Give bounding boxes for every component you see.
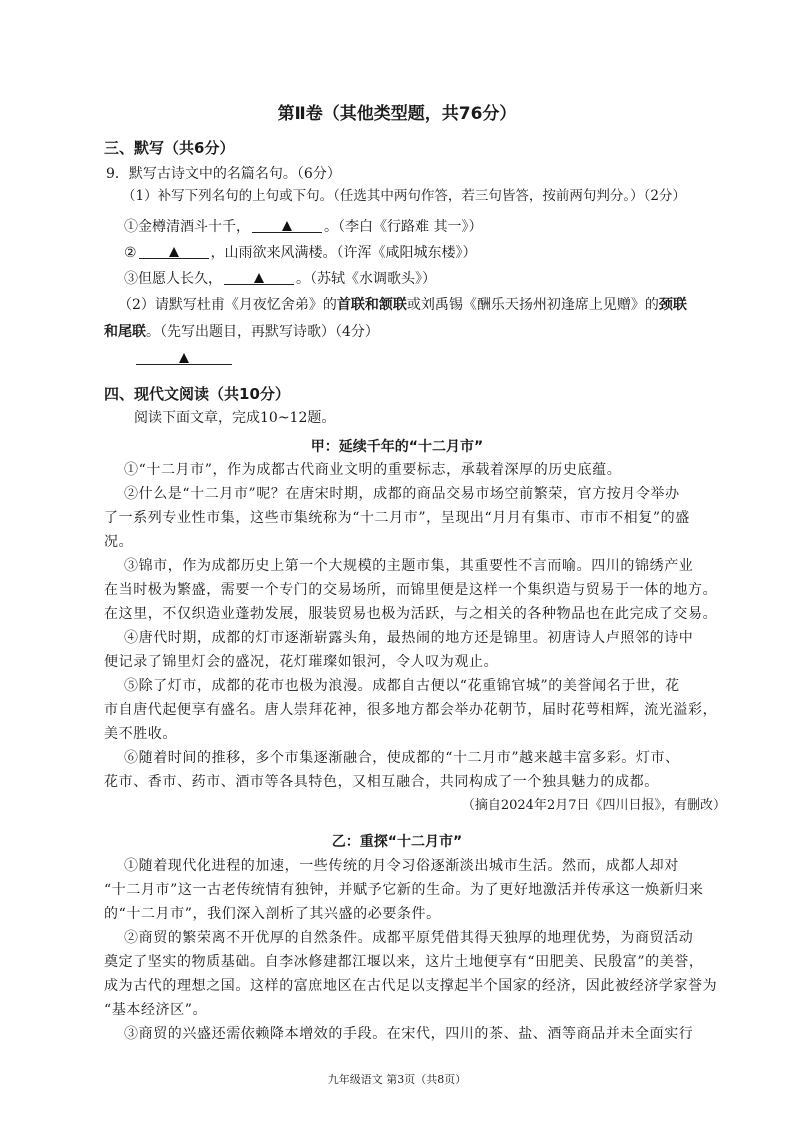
jia-line: 在这里，不仅织造业蓬勃发展，服装贸易也极为活跃，与之相关的各种物品也在此完成了交易。 [104, 606, 718, 622]
triangle-marker-icon [179, 353, 189, 363]
yi-line: ②商贸的繁荣离不开优厚的自然条件。成都平原凭借其得天独厚的地理优势，为商贸活动 [124, 930, 694, 946]
jia-line: 了一系列专业性市集，这些市集统称为“十二月市”，呈现出“月月有集市、市市不相复”的盛 [104, 510, 690, 526]
jia-source: （摘自2024年2月7日《四川日报》，有删改） [461, 798, 726, 813]
jia-line: 花市、香市、药市、酒市等各具特色，又相互融合，共同构成了一个独具魅力的成都。 [104, 774, 659, 790]
yi-line: 的“十二月市”，我们深入剖析了其兴盛的必要条件。 [104, 906, 441, 922]
jia-line: 美不胜收。 [104, 726, 177, 742]
passage-yi-title: 乙：重探“十二月市” [331, 834, 463, 850]
reading-intro: 阅读下面文章，完成10~12题。 [134, 410, 336, 426]
question-9: 9．默写古诗文中的名篇名句。（6分） [106, 166, 341, 182]
part-2-keyword-1: 首联和颔联 [336, 297, 407, 313]
part-2-line-2 [104, 322, 379, 342]
section-4-heading: 四、现代文阅读（共10分） [104, 385, 290, 403]
answer-blank-3[interactable] [224, 268, 294, 285]
jia-line: ⑥随着时间的推移，多个市集逐渐融合，使成都的“十二月市”越来越丰富多彩。灯市、 [124, 750, 680, 766]
jia-line: ②什么是“十二月市”呢？在唐宋时期，成都的商品交易市场空前繁荣，官方按月令举办 [124, 486, 680, 502]
yi-line: 奠定了坚实的物质基础。自李冰修建都江堰以来，这片土地便享有“田肥美、民殷富”的美誉， [104, 954, 704, 970]
poem-answer-line [134, 348, 234, 369]
jia-line: 况。 [104, 534, 134, 550]
jia-line: 在当时极为繁盛，需要一个专门的交易场所，而锦里便是这样一个集织造与贸易于一体的地方。 [104, 582, 718, 598]
jia-line: ③锦市，作为成都历史上第一个大规模的主题市集，其重要性不言而喻。四川的锦绣产业 [124, 558, 694, 574]
part-2-line-1 [118, 295, 687, 315]
page-footer: 九年级语文 第3页（共8页） [327, 1073, 467, 1086]
page-title: 第Ⅱ卷（其他类型题，共76分） [277, 104, 517, 124]
part-2-text-a: （2）请默写杜甫《月夜忆舍弟》的 [118, 297, 337, 313]
yi-line: “基本经济区”。 [104, 1002, 208, 1018]
fill-item-2-post: ，山雨欲来风满楼。（许浑《咸阳城东楼》） [210, 245, 477, 261]
jia-line: 市自唐代起便享有盛名。唐人崇拜花神，很多地方都会举办花朝节，届时花萼相辉，流光溢彩， [104, 702, 718, 718]
answer-blank-1[interactable] [252, 216, 322, 233]
fill-item-1-post: 。（李白《行路难 其一》） [324, 219, 483, 235]
fill-item-3-pre: ③但愿人长久， [124, 271, 222, 287]
fill-item-1 [124, 216, 482, 237]
fill-item-1-pre: ①金樽清酒斗十千， [124, 219, 250, 235]
yi-line: ①随着现代化进程的加速，一些传统的月令习俗逐渐淡出城市生活。然而，成都人却对 [124, 858, 679, 874]
yi-line: ③商贸的兴盛还需依赖降本增效的手段。在宋代，四川的茶、盐、酒等商品并未全面实行 [124, 1026, 694, 1042]
fill-item-3-post: 。（苏轼《水调歌头》） [296, 271, 436, 287]
part-1-instructions: （1）补写下列名句的上句或下句。（任选其中两句作答，若三句皆答，按前两句判分。）（2分） [122, 188, 686, 204]
part-2-text-c: 或刘禹锡《酬乐天扬州初逢席上见赠》的 [406, 297, 659, 313]
triangle-marker-icon [169, 247, 179, 257]
part-2-keyword-2: 颈联 [658, 297, 687, 313]
part-2-text-f: 。（先写出题目，再默写诗歌）（4分） [146, 324, 379, 340]
jia-line: ④唐代时期，成都的灯市逐渐崭露头角，最热闹的地方还是锦里。初唐诗人卢照邻的诗中 [124, 630, 694, 646]
jia-line: ⑤除了灯市，成都的花市也极为浪漫。成都自古便以“花重锦官城”的美誉闻名于世，花 [124, 678, 680, 694]
triangle-marker-icon [282, 221, 292, 231]
answer-blank-2[interactable] [139, 242, 209, 259]
passage-jia-title: 甲：延续千年的“十二月市” [310, 439, 484, 455]
part-2-keyword-3: 和尾联 [104, 324, 146, 340]
triangle-marker-icon [254, 273, 264, 283]
jia-line: 便记录了锦里灯会的盛况，花灯璀璨如银河，令人叹为观止。 [104, 654, 499, 670]
fill-item-3 [124, 268, 436, 289]
yi-line: 成为古代的理想之国。这样的富庶地区在古代足以支撑起半个国家的经济，因此被经济学家誉为 [104, 978, 718, 994]
jia-line: ①“十二月市”，作为成都古代商业文明的重要标志，承载着深厚的历史底蕴。 [124, 462, 622, 478]
fill-item-2-pre: ② [124, 245, 137, 261]
yi-line: “十二月市”这一古老传统情有独钟，并赋予它新的生命。为了更好地激活并传承这一焕新归来 [104, 882, 704, 898]
section-3-heading: 三、默写（共6分） [104, 139, 235, 157]
fill-item-2 [124, 242, 477, 263]
answer-blank-poem[interactable] [136, 348, 232, 365]
